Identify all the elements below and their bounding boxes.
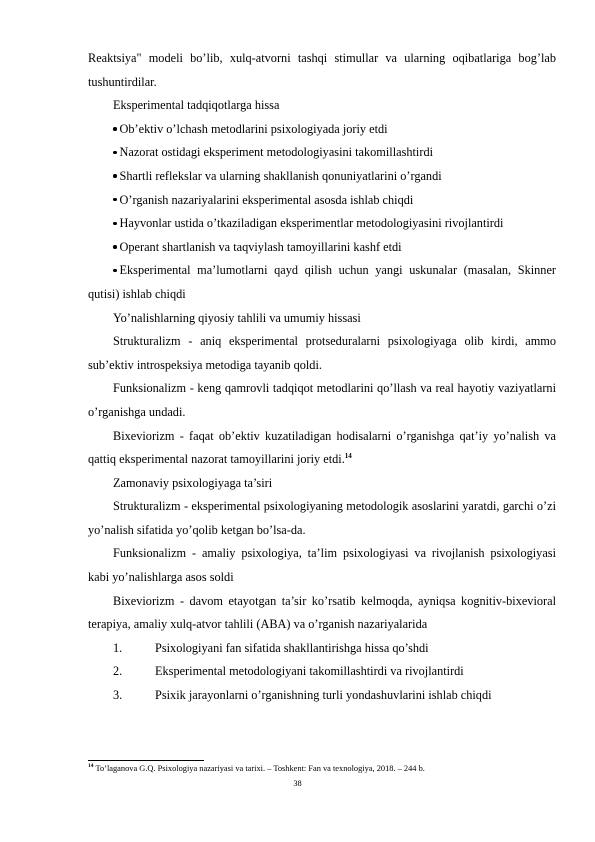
paragraph: Strukturalizm - eksperimental psixologiyaning metodologik asoslarini yaratdi, garchi o’zi yo’nalish sifatida yo’qolib ketgan bo’lsa-da. [88,499,556,537]
bullet-icon [113,269,117,273]
bullet-icon [113,151,117,155]
bullet-item: Hayvonlar ustida o’tkaziladigan eksperimentlar metodologiyasini rivojlantirdi [88,212,556,236]
page-number: 38 [293,779,302,788]
paragraph: Bixeviorizm - davom etayotgan ta’sir ko’rsatib kelmoqda, ayniqsa kognitiv-bixevioral terapiya, amaliy xulq-atvor tahlili (ABA) va o’rganish nazariyalarida [88,593,556,632]
footnote: $^{14}$ To’laganova G.Q. Psixologiya nazariyasi va tarixi. – Toshkent: Fan va texnologiya, 2018. – 244 b. [88,763,425,773]
section-heading: Eksperimental tadqiqotlarga hissa [113,98,280,113]
numbered-item: 2. Eksperimental metodologiyani takomillashtirdi va rivojlantirdi [113,664,464,679]
section-heading: Yo’nalishlarning qiyosiy tahlili va umumiy hissasi [113,310,361,325]
bullet-item: Shartli reflekslar va ularning shakllanish qonuniyatlarini o’rgandi [88,165,556,189]
paragraph: Funksionalizm - amaliy psixologiya, ta’lim psixologiyasi va rivojlanish psixologiyasi kabi yo’nalishlarga asos soldi [88,546,556,585]
footnote-mark: 14 [88,763,94,770]
bullet-icon [113,198,117,202]
paragraph: Funksionalizm - keng qamrovli tadqiqot metodlarini qo’llash va real hayotiy vaziyatlarni o’rganishga undadi. [88,381,556,419]
bullet-icon [113,174,117,178]
bullet-icon [113,245,117,249]
bullet-item: Nazorat ostidagi eksperiment metodologiyasini takomillashtirdi [88,141,556,165]
bullet-item: Operant shartlanish va taqviylash tamoyillarini kashf etdi [88,236,556,260]
paragraph: Strukturalizm - aniq eksperimental protseduralarni psixologiyaga olib kirdi, ammo sub’ektiv introspeksiya metodiga tayanib qoldi. [88,334,556,372]
bullet-item: O’rganish nazariyalarini eksperimental asosda ishlab chiqdi [88,189,556,213]
footnote-divider [88,760,204,761]
numbered-item: 3. Psixik jarayonlarni o’rganishning turli yondashuvlarini ishlab chiqdi [113,688,492,703]
numbered-item: 1. Psixologiyani fan sifatida shakllantirishga hissa qo’shdi [113,640,429,655]
bullet-icon [113,222,117,226]
bullet-item: Ob’ektiv o’lchash metodlarini psixologiyada joriy etdi [88,118,556,142]
paragraph: Bixeviorizm - faqat ob’ektiv kuzatiladigan hodisalarni o’rganishga qat’iy yo’nalish va qattiq eksperimental nazorat tamoyillarini joriy etdi.$^{14}$ [88,428,556,467]
bullet-item: Eksperimental ma’lumotlarni qayd qilish uchun yangi uskunalar (masalan, Skinner qutisi) ishlab chiqdi [88,263,556,301]
page-body [88,47,556,708]
paragraph: Reaktsiya" modeli bo’lib, xulq-atvorni tashqi stimullar va ularning oqibatlariga bog’lab tushuntirdilar. [88,51,556,89]
section-heading: Zamonaviy psixologiyaga ta’siri [113,475,273,490]
footnote-ref[interactable]: 14 [344,452,352,460]
bullet-icon [113,127,117,131]
